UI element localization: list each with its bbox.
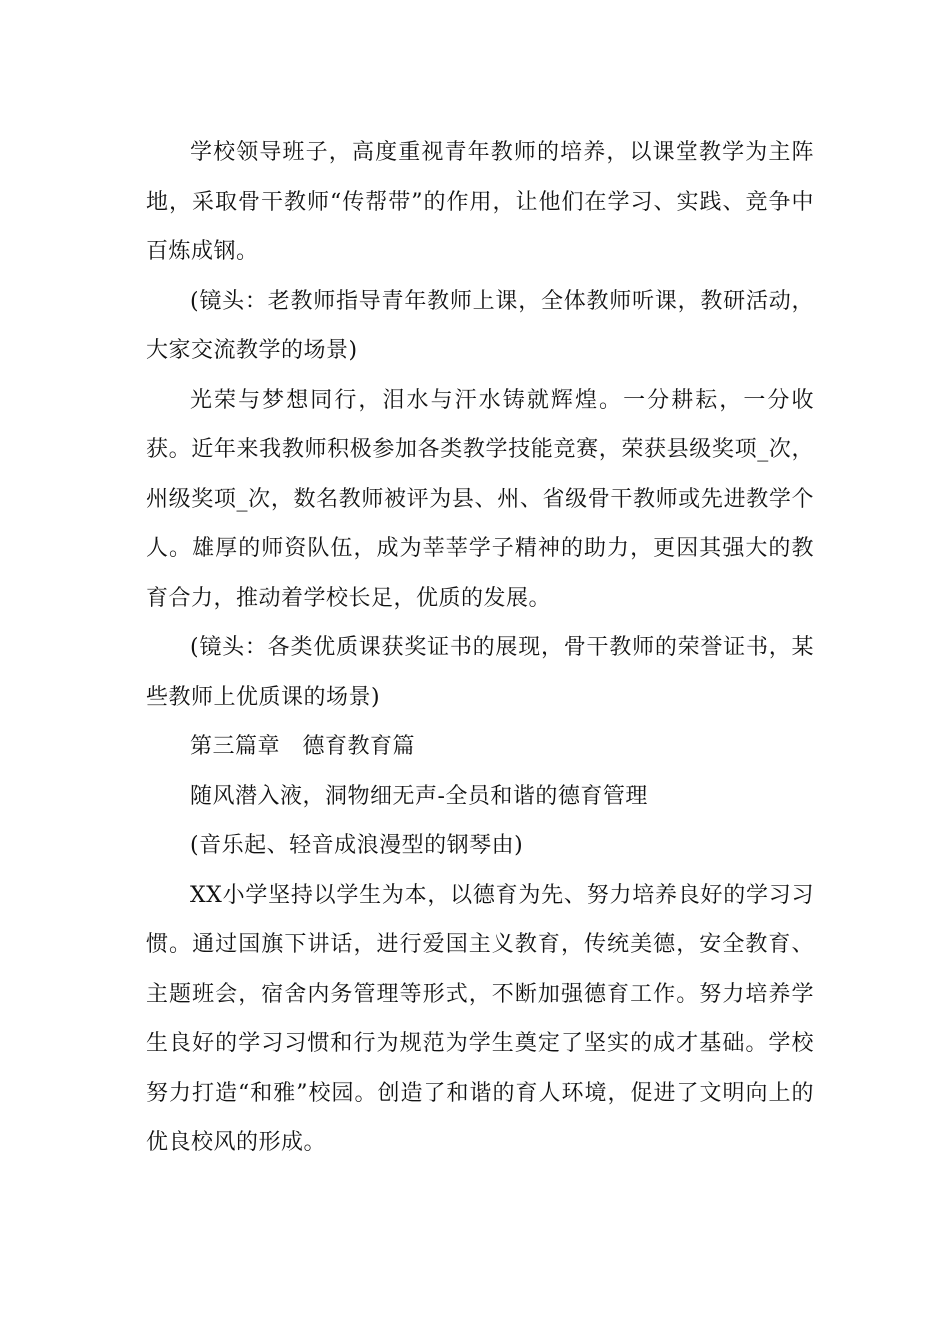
- document-body: [146, 128, 814, 1168]
- paragraph-teacher-training: 学校领导班子，高度重视青年教师的培养，以课堂教学为主阵地，采取骨干教师“传帮带”的作用，让他们在学习、实践、竞争中百炼成钢。: [146, 140, 814, 264]
- paragraph-moral-education: XX小学坚持以学生为本，以德育为先、努力培养良好的学习习惯。通过国旗下讲话，进行爱国主义教育，传统美德，安全教育、主题班会，宿舍内务管理等形式，不断加强德育工作。努力培养学生良好的学习习惯和行为规范为学生奠定了坚实的成才基础。学校努力打造“和雅”校园。创造了和谐的育人环境，促进了文明向上的优良校风的形成。: [146, 882, 814, 1155]
- paragraph-camera-note-certificates: (镜头：各类优质课获奖证书的展现，骨干教师的荣誉证书，某些教师上优质课的场景): [146, 635, 814, 710]
- paragraph-music-note: (音乐起、轻音成浪漫型的钢琴由): [190, 833, 524, 858]
- section-subheading: 随风潜入液，洞物细无声-全员和谐的德育管理: [190, 783, 648, 809]
- paragraph-achievements: 光荣与梦想同行，泪水与汗水铸就辉煌。一分耕耘，一分收获。近年来我教师积极参加各类教学技能竞赛，荣获县级奖项_次，州级奖项_次，数名教师被评为县、州、省级骨干教师或先进教学个人。雄厚的师资队伍，成为莘莘学子精神的助力，更因其强大的教育合力，推动着学校长足，优质的发展。: [146, 387, 814, 611]
- chapter-heading: 第三篇章 德育教育篇: [190, 734, 416, 759]
- paragraph-camera-note-teaching: (镜头：老教师指导青年教师上课，全体教师听课，教研活动，大家交流教学的场景): [146, 288, 814, 363]
